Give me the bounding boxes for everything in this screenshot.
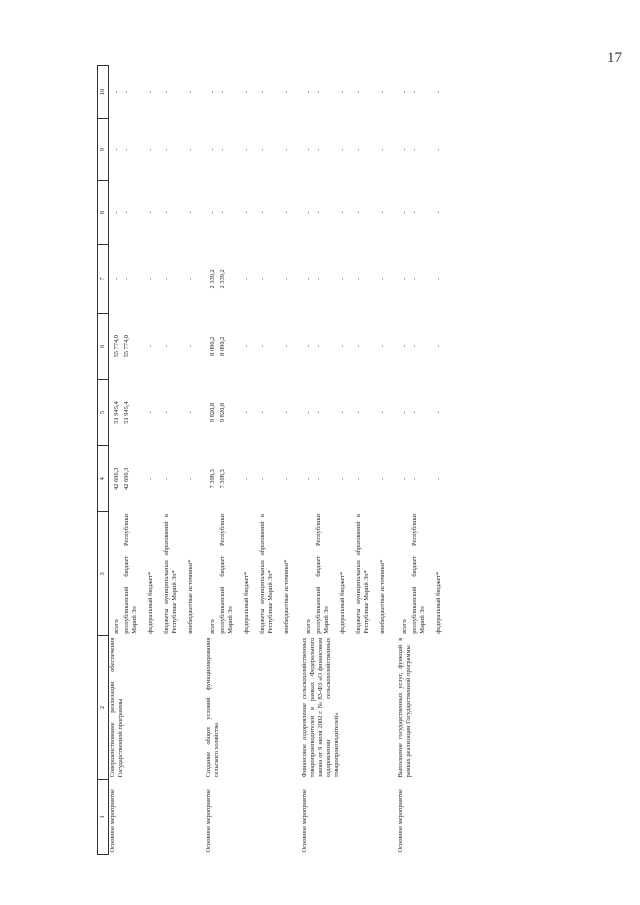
funding-value: -	[435, 277, 442, 280]
funding-value: -	[355, 477, 362, 480]
row-spacer	[443, 66, 453, 855]
funding-value: -	[411, 148, 418, 151]
rotated-budget-sheet	[97, 65, 527, 855]
funding-value: 51 945,4	[113, 401, 120, 424]
funding-value: -	[283, 345, 290, 348]
funding-value: -	[259, 91, 266, 94]
column-header-4: 4	[98, 446, 109, 512]
funding-value: -	[401, 411, 408, 414]
funding-value: -	[163, 411, 170, 414]
funding-value: -	[305, 91, 312, 94]
funding-source-label: федеральный бюджет*	[339, 571, 346, 634]
funding-value: -	[163, 148, 170, 151]
column-header-2: 2	[98, 636, 109, 780]
column-header-1: 1	[98, 779, 109, 854]
funding-source-label: внебюджетные источники*	[187, 559, 194, 634]
funding-value: -	[315, 477, 322, 480]
funding-value: -	[355, 211, 362, 214]
funding-value: -	[243, 477, 250, 480]
funding-value: -	[219, 148, 226, 151]
funding-value: -	[315, 411, 322, 414]
activity-type: Основное мероприятие	[397, 788, 404, 853]
funding-value: -	[401, 91, 408, 94]
funding-value: -	[435, 345, 442, 348]
activity-name: Финансовое оздоровление сельскохозяйственных товаропроизводителей в рамках Федерального закона от 9 июля 2002 г. № 83-ФЗ «О финансовом оздоровлении сельскохозяйственных товаропроизводителей»	[301, 637, 340, 778]
funding-value: -	[379, 277, 386, 280]
funding-value: -	[339, 91, 346, 94]
funding-value: -	[435, 148, 442, 151]
budget-table	[97, 65, 453, 855]
funding-source-label: всего	[305, 619, 312, 634]
funding-value: -	[187, 148, 194, 151]
funding-value: -	[209, 211, 216, 214]
funding-value: -	[283, 211, 290, 214]
funding-source-label: федеральный бюджет*	[147, 571, 154, 634]
funding-value: -	[379, 91, 386, 94]
funding-value: -	[379, 345, 386, 348]
funding-value: -	[187, 345, 194, 348]
funding-value: -	[339, 148, 346, 151]
funding-value: -	[435, 477, 442, 480]
funding-source-label: федеральный бюджет*	[435, 571, 442, 634]
page-number: 17	[607, 50, 622, 66]
funding-value: -	[401, 277, 408, 280]
funding-value: 42 696,3	[123, 467, 130, 491]
funding-value: -	[411, 345, 418, 348]
funding-value: -	[243, 148, 250, 151]
funding-value: -	[355, 148, 362, 151]
funding-value: -	[305, 477, 312, 480]
funding-value: -	[401, 477, 408, 480]
activity-name: Создание общих условий функционирования сельского хозяйства	[205, 637, 220, 778]
funding-value: -	[243, 411, 250, 414]
funding-value: -	[219, 211, 226, 214]
funding-value: -	[187, 277, 194, 280]
funding-value: -	[147, 148, 154, 151]
funding-value: -	[355, 91, 362, 94]
funding-source-label: внебюджетные источники*	[283, 559, 290, 634]
row-spacer	[387, 66, 397, 855]
funding-value: -	[305, 277, 312, 280]
funding-value: -	[163, 211, 170, 214]
column-header-10: 10	[98, 66, 109, 119]
column-header-5: 5	[98, 379, 109, 445]
funding-value: -	[355, 345, 362, 348]
funding-value: -	[123, 211, 130, 214]
funding-value: -	[379, 148, 386, 151]
funding-source-label: республиканский бюджет Республики Марий Эл	[219, 513, 234, 634]
funding-value: -	[315, 91, 322, 94]
funding-value: -	[113, 277, 120, 280]
funding-value: -	[147, 411, 154, 414]
table-body	[109, 66, 454, 855]
funding-value: -	[147, 277, 154, 280]
funding-value: -	[411, 411, 418, 414]
funding-value: -	[379, 211, 386, 214]
funding-value: -	[339, 211, 346, 214]
activity-type: Основное мероприятие	[109, 788, 116, 853]
funding-value: -	[243, 211, 250, 214]
funding-value: 9 820,8	[219, 402, 226, 423]
funding-value: -	[259, 345, 266, 348]
funding-value: -	[163, 345, 170, 348]
funding-value: -	[355, 277, 362, 280]
funding-source-label: республиканский бюджет Республики Марий Эл	[123, 513, 138, 634]
funding-value: 42 696,3	[113, 467, 120, 491]
funding-value: -	[123, 91, 130, 94]
funding-value: -	[411, 477, 418, 480]
funding-source-label: бюджеты муниципальных образований в Республике Марий Эл*	[355, 513, 370, 634]
funding-value: 2 339,2	[209, 269, 216, 289]
funding-source-label: республиканский бюджет Республики Марий Эл	[315, 513, 330, 634]
table-row	[205, 66, 217, 855]
funding-value: -	[259, 477, 266, 480]
funding-value: -	[243, 277, 250, 280]
column-header-6: 6	[98, 313, 109, 379]
funding-value: -	[147, 345, 154, 348]
funding-value: 51 945,4	[123, 401, 130, 424]
funding-source-label: внебюджетные источники*	[379, 559, 386, 634]
funding-value: -	[435, 211, 442, 214]
funding-value: -	[259, 211, 266, 214]
funding-value: -	[113, 211, 120, 214]
funding-value: -	[305, 345, 312, 348]
funding-value: -	[315, 211, 322, 214]
table-header-row	[98, 66, 109, 855]
funding-value: -	[187, 477, 194, 480]
funding-value: -	[209, 91, 216, 94]
funding-value: -	[163, 91, 170, 94]
funding-value: -	[147, 211, 154, 214]
funding-source-label: всего	[113, 619, 120, 634]
activity-name: Совершенствование реализации обеспечения Государственной программы	[109, 637, 124, 778]
column-header-9: 9	[98, 119, 109, 181]
funding-value: -	[355, 411, 362, 414]
funding-value: -	[147, 91, 154, 94]
funding-value: -	[305, 211, 312, 214]
funding-value: -	[147, 477, 154, 480]
activity-name: Выполнение государственных услуг, функций в рамках реализации Государственной программы	[397, 637, 412, 778]
funding-value: -	[283, 91, 290, 94]
funding-value: 55 774,0	[123, 335, 130, 358]
funding-value: -	[113, 148, 120, 151]
activity-type: Основное мероприятие	[205, 788, 212, 853]
funding-value: -	[283, 148, 290, 151]
funding-value: 2 339,2	[219, 269, 226, 289]
funding-value: -	[219, 91, 226, 94]
funding-value: 8 090,2	[209, 336, 216, 356]
funding-value: 9 820,8	[209, 402, 216, 423]
funding-value: -	[315, 148, 322, 151]
funding-value: -	[187, 211, 194, 214]
funding-source-label: бюджеты муниципальных образований в Республике Марий Эл*	[259, 513, 274, 634]
funding-value: 55 774,0	[113, 335, 120, 358]
funding-value: -	[339, 477, 346, 480]
funding-value: -	[123, 148, 130, 151]
funding-value: -	[411, 211, 418, 214]
table-row	[109, 66, 122, 855]
funding-source-label: всего	[209, 619, 216, 634]
funding-value: -	[339, 411, 346, 414]
funding-value: -	[411, 277, 418, 280]
funding-value: -	[283, 277, 290, 280]
funding-value: -	[401, 345, 408, 348]
table-row	[397, 66, 409, 855]
funding-value: -	[113, 91, 120, 94]
funding-value: -	[187, 91, 194, 94]
funding-source-label: бюджеты муниципальных образований в Республике Марий Эл*	[163, 513, 178, 634]
funding-value: -	[283, 477, 290, 480]
funding-value: -	[411, 91, 418, 94]
funding-source-label: всего	[401, 619, 408, 634]
funding-value: -	[123, 277, 130, 280]
activity-type: Основное мероприятие	[301, 788, 308, 853]
column-header-8: 8	[98, 181, 109, 245]
funding-value: 7 398,3	[219, 469, 226, 489]
funding-value: -	[259, 277, 266, 280]
funding-value: -	[305, 411, 312, 414]
funding-value: -	[163, 277, 170, 280]
funding-value: -	[187, 411, 194, 414]
funding-value: 8 090,2	[219, 336, 226, 356]
funding-value: -	[259, 411, 266, 414]
funding-value: -	[315, 277, 322, 280]
funding-value: -	[243, 91, 250, 94]
funding-value: -	[283, 411, 290, 414]
funding-value: -	[435, 411, 442, 414]
funding-value: -	[435, 91, 442, 94]
row-spacer	[291, 66, 301, 855]
funding-value: -	[339, 277, 346, 280]
row-spacer	[195, 66, 205, 855]
funding-value: -	[379, 477, 386, 480]
funding-value: -	[401, 211, 408, 214]
funding-value: -	[209, 148, 216, 151]
funding-value: -	[305, 148, 312, 151]
funding-value: -	[315, 345, 322, 348]
table-row	[301, 66, 313, 855]
funding-value: -	[339, 345, 346, 348]
column-header-3: 3	[98, 512, 109, 636]
funding-source-label: республиканский бюджет Республики Марий Эл	[411, 513, 426, 634]
funding-value: -	[163, 477, 170, 480]
column-header-7: 7	[98, 245, 109, 314]
funding-source-label: федеральный бюджет*	[243, 571, 250, 634]
funding-value: 7 398,3	[209, 469, 216, 489]
funding-value: -	[379, 411, 386, 414]
funding-value: -	[401, 148, 408, 151]
funding-value: -	[259, 148, 266, 151]
funding-value: -	[243, 345, 250, 348]
